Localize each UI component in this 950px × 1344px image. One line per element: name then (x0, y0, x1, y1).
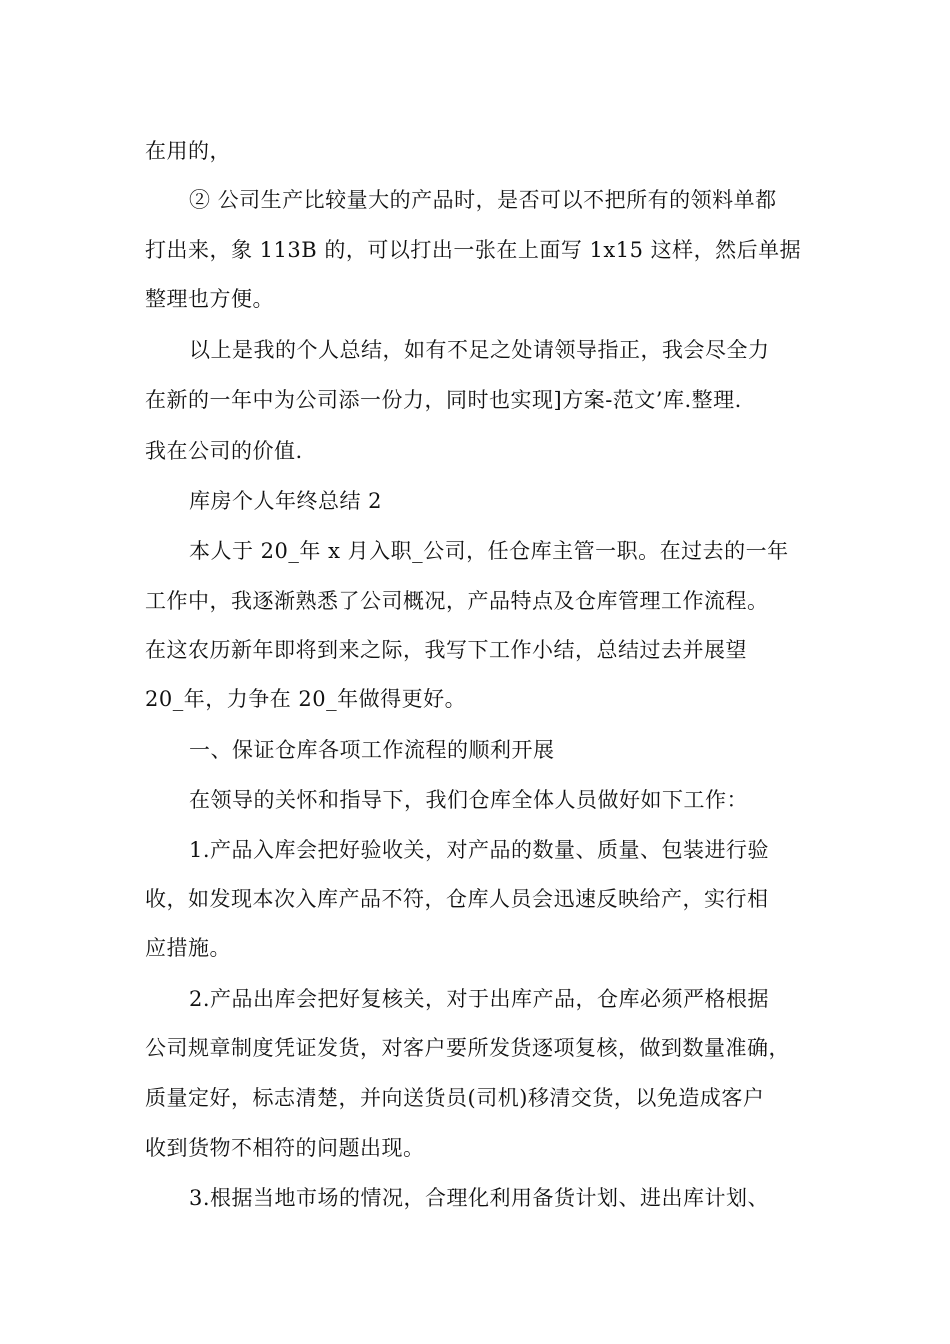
list-item-line: 1.产品入库会把好验收关，对产品的数量、质量、包装进行验 (189, 838, 770, 862)
paragraph-line: 20_年，力争在 20_年做得更好。 (145, 687, 467, 711)
paragraph-line: 在新的一年中为公司添一份力，同时也实现]方案-范文’库.整理. (145, 388, 742, 412)
paragraph-line: 在用的， (145, 139, 231, 163)
list-item-line: 收到货物不相符的问题出现。 (145, 1136, 425, 1160)
section-heading: 库房个人年终总结 2 (189, 489, 383, 513)
paragraph-line: 以上是我的个人总结，如有不足之处请领导指正，我会尽全力 (189, 338, 770, 362)
paragraph-line: 在领导的关怀和指导下，我们仓库全体人员做好如下工作： (189, 788, 748, 812)
list-item-line: 2.产品出库会把好复核关，对于出库产品，仓库必须严格根据 (189, 987, 770, 1011)
list-item-line: 应措施。 (145, 936, 231, 960)
paragraph-line: ② 公司生产比较量大的产品时，是否可以不把所有的领料单都 (189, 188, 777, 212)
list-item-line: 公司规章制度凭证发货，对客户要所发货逐项复核，做到数量准确， (145, 1036, 790, 1060)
section-heading: 一、保证仓库各项工作流程的顺利开展 (189, 738, 555, 762)
list-item-line: 3.根据当地市场的情况，合理化利用备货计划、进出库计划、 (189, 1186, 770, 1210)
list-item-line: 收，如发现本次入库产品不符，仓库人员会迅速反映给产，实行相 (145, 887, 769, 911)
paragraph-line: 整理也方便。 (145, 287, 274, 311)
list-item-line: 质量定好，标志清楚，并向送货员(司机)移清交货，以免造成客户 (145, 1086, 765, 1110)
paragraph-line: 工作中，我逐渐熟悉了公司概况，产品特点及仓库管理工作流程。 (145, 589, 769, 613)
paragraph-line: 打出来，象 113B 的，可以打出一张在上面写 1x15 这样，然后单据 (145, 238, 802, 262)
paragraph-line: 本人于 20_年 x 月入职_公司，任仓库主管一职。在过去的一年 (189, 539, 789, 563)
paragraph-line: 在这农历新年即将到来之际，我写下工作小结，总结过去并展望 (145, 638, 747, 662)
paragraph-line: 我在公司的价值. (145, 439, 303, 463)
